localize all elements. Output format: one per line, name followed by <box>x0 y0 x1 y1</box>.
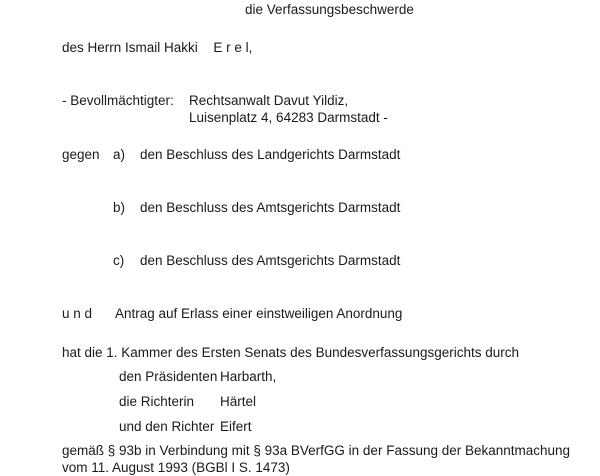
against-item-a-text: den Beschluss des Landgerichts Darmstadt <box>140 147 401 162</box>
legal-basis-line-2: vom 11. August 1993 (BGBl I S. 1473) <box>62 460 290 475</box>
representative-address: Luisenplatz 4, 64283 Darmstadt - <box>189 110 388 125</box>
complainant-suffix: , <box>248 40 253 55</box>
legal-basis-line-1: gemäß § 93b in Verbindung mit § 93a BVerfGG in der Fassung der Bekanntmachung <box>62 443 571 458</box>
complainant-prefix: des Herrn Ismail Hakki <box>62 40 198 55</box>
and-word: u n d <box>62 306 93 321</box>
representative-label: - Bevollmächtigter: <box>62 93 174 108</box>
against-item-a-marker: a) <box>113 147 126 162</box>
against-item-b-marker: b) <box>113 200 126 215</box>
document-heading: die Verfassungsbeschwerde <box>245 2 414 17</box>
chamber-line: hat die 1. Kammer des Ersten Senats des Bundesverfassungsgerichts durch <box>62 345 519 360</box>
against-item-c-marker: c) <box>113 253 125 268</box>
complainant-line <box>62 40 252 56</box>
against-item-b-text: den Beschluss des Amtsgerichts Darmstadt <box>140 200 401 215</box>
judge-name: Harbarth, <box>220 369 277 384</box>
complainant-surname: E r e l <box>213 40 249 55</box>
judge-role: und den Richter <box>119 419 215 434</box>
against-item-c-text: den Beschluss des Amtsgerichts Darmstadt <box>140 253 401 268</box>
interim-order-request: Antrag auf Erlass einer einstweiligen Anordnung <box>115 306 403 321</box>
judge-name: Eifert <box>220 419 252 434</box>
representative-name: Rechtsanwalt Davut Yildiz, <box>189 93 349 108</box>
judge-role: den Präsidenten <box>119 369 218 384</box>
judge-role: die Richterin <box>119 394 195 409</box>
judge-name: Härtel <box>220 394 257 409</box>
against-word: gegen <box>62 147 100 162</box>
